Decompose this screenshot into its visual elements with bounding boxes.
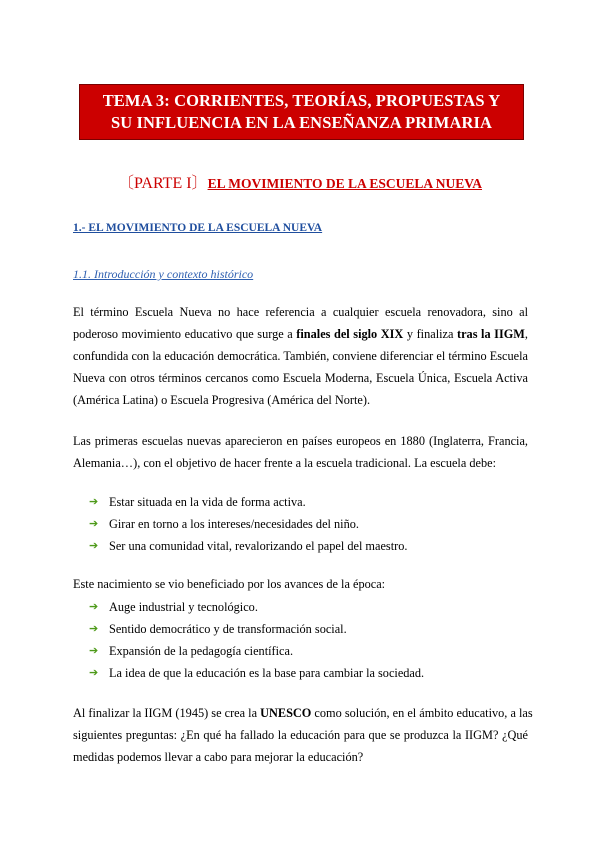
part-label: 〔PARTE I〕 [117, 175, 208, 192]
paragraph-1-line: Nueva con otros términos cercanos como Escuela Moderna, Escuela Única, Escuela Activa [73, 371, 528, 385]
topic-title-line1: TEMA 3: CORRIENTES, TEORÍAS, PROPUESTAS Y [102, 91, 501, 110]
arrow-right-icon: ➔ [89, 496, 99, 508]
paragraph-2-line: Las primeras escuelas nuevas aparecieron en países europeos en 1880 (Inglaterra, Francia, [73, 434, 528, 448]
section-1-1-heading: 1.1. Introducción y contexto histórico [73, 267, 254, 281]
list-item: ➔ Auge industrial y tecnológico. [89, 596, 424, 618]
advances-intro: Este nacimiento se vio beneficiado por los avances de la época: [73, 577, 386, 591]
list-item: ➔ Expansión de la pedagogía científica. [89, 640, 424, 662]
list-item: ➔ Ser una comunidad vital, revalorizando el papel del maestro. [89, 535, 407, 557]
list-item: ➔ Estar situada en la vida de forma activa. [89, 491, 407, 513]
arrow-right-icon: ➔ [89, 645, 99, 657]
paragraph-1-line: El término Escuela Nueva no hace referencia a cualquier escuela renovadora, sino al [73, 305, 528, 319]
paragraph-1 [73, 301, 528, 411]
paragraph-3-line: Al finalizar la IIGM (1945) se crea la UNESCO como solución, en el ámbito educativo, a las [73, 706, 533, 720]
topic-title-line2: SU INFLUENCIA EN LA ENSEÑANZA PRIMARIA [110, 113, 493, 132]
paragraph-3-line: siguientes preguntas: ¿En qué ha fallado la educación para que se produzca la IIGM? ¿Qué [73, 728, 528, 742]
part-title: EL MOVIMIENTO DE LA ESCUELA NUEVA [207, 176, 483, 191]
arrow-right-icon: ➔ [89, 601, 99, 613]
arrow-right-icon: ➔ [89, 623, 99, 635]
list-item: ➔ La idea de que la educación es la base para cambiar la sociedad. [89, 662, 424, 684]
arrow-right-icon: ➔ [89, 518, 99, 530]
paragraph-1-line: confundida con la educación democrática. También, conviene diferenciar el término Escuela [73, 349, 528, 363]
requirements-list [89, 491, 407, 557]
section-1-heading: 1.- EL MOVIMIENTO DE LA ESCUELA NUEVA [73, 222, 323, 234]
paragraph-3-line: medidas podemos llevar a cabo para mejorar la educación? [73, 750, 364, 764]
advances-list [89, 596, 424, 684]
part-heading [0, 170, 600, 193]
topic-title-box [79, 84, 524, 140]
paragraph-2-line: Alemania…), con el objetivo de hacer frente a la escuela tradicional. La escuela debe: [73, 456, 497, 470]
paragraph-1-line: poderoso movimiento educativo que surge a finales del siglo XIX y finaliza tras la IIGM, [73, 327, 528, 341]
list-item: ➔ Sentido democrático y de transformación social. [89, 618, 424, 640]
arrow-right-icon: ➔ [89, 667, 99, 679]
list-item: ➔ Girar en torno a los intereses/necesidades del niño. [89, 513, 407, 535]
arrow-right-icon: ➔ [89, 540, 99, 552]
paragraph-2 [73, 430, 528, 474]
paragraph-1-line: (América Latina) o Escuela Progresiva (América del Norte). [73, 393, 371, 407]
paragraph-3 [73, 702, 533, 768]
